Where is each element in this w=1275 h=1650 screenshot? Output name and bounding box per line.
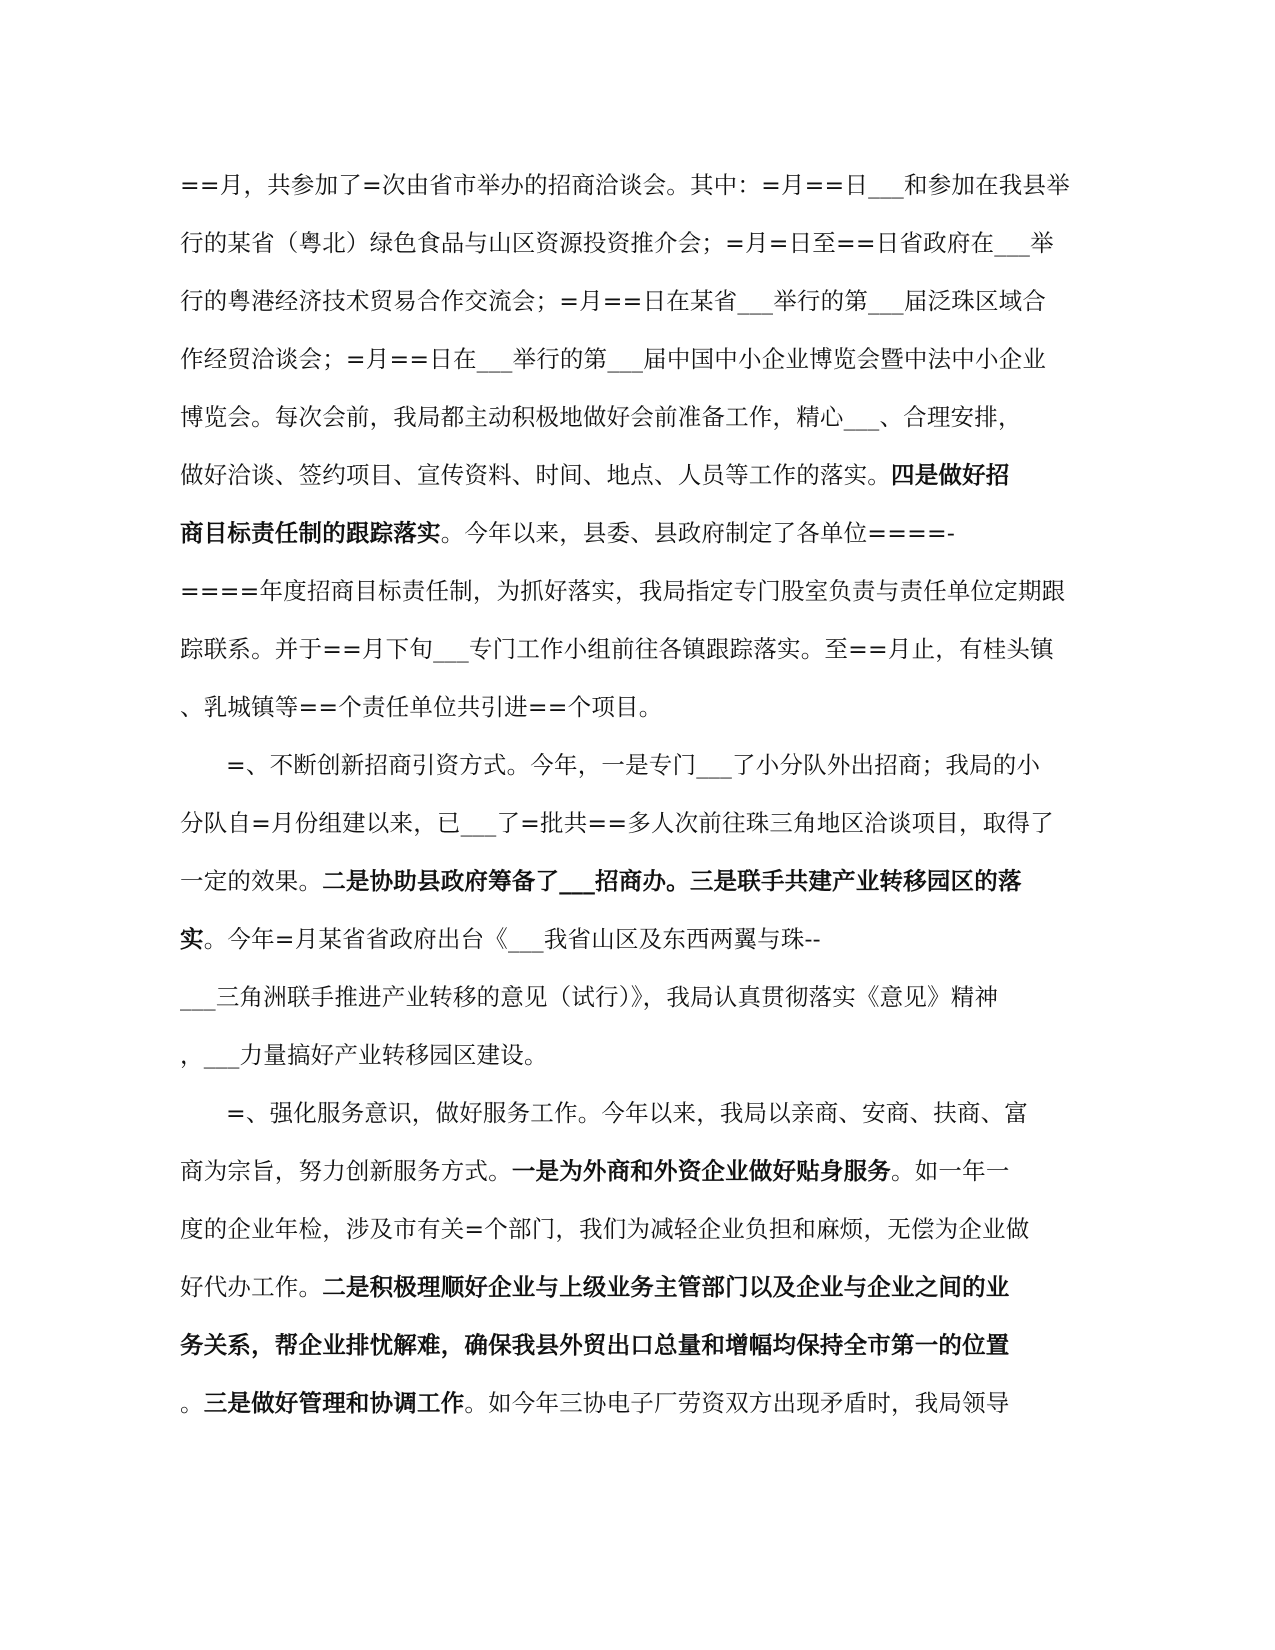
text-segment: 做好洽谈、签约项目、宣传资料、时间、地点、人员等工作的落实。	[180, 461, 891, 489]
text-line	[180, 1036, 1100, 1094]
bold-text-segment: 二是积极理顺好企业与上级业务主管部门以及企业与企业之间的业	[322, 1273, 1010, 1301]
bold-text-segment: 商目标责任制的跟踪落实	[180, 519, 441, 547]
text-segment: 踪联系。并于==月下旬___专门工作小组前往各镇跟踪落实。至==月止，有桂头镇	[180, 635, 1054, 663]
bold-text-segment: 实	[180, 925, 204, 953]
text-line	[180, 282, 1100, 340]
text-segment: 。如今年三协电子厂劳资双方出现矛盾时，我局领导	[464, 1389, 1010, 1417]
text-segment: ====年度招商目标责任制，为抓好落实，我局指定专门股室负责与责任单位定期跟	[180, 577, 1066, 605]
text-segment: 分队自=月份组建以来，已___了=批共==多人次前往珠三角地区洽谈项目，取得了	[180, 809, 1054, 837]
bold-text-segment: 四是做好招	[891, 461, 1010, 489]
text-segment: 。	[180, 1389, 204, 1417]
text-line	[180, 804, 1100, 862]
text-line	[180, 572, 1100, 630]
text-segment: 商为宗旨，努力创新服务方式。	[180, 1157, 512, 1185]
text-segment: ==月，共参加了=次由省市举办的招商洽谈会。其中：=月==日___和参加在我县举	[180, 171, 1070, 199]
text-line	[180, 340, 1100, 398]
bold-text-segment: 三是做好管理和协调工作	[203, 1389, 465, 1417]
text-line	[180, 630, 1100, 688]
text-segment: 作经贸洽谈会；=月==日在___举行的第___届中国中小企业博览会暨中法中小企业	[180, 345, 1047, 373]
text-line	[180, 514, 1100, 572]
text-segment: 一定的效果。	[180, 867, 323, 895]
text-segment: 行的粤港经济技术贸易合作交流会；=月==日在某省___举行的第___届泛珠区域合	[180, 287, 1047, 315]
text-line	[180, 1152, 1100, 1210]
text-segment: 博览会。每次会前，我局都主动积极地做好会前准备工作，精心___、合理安排，	[180, 403, 1022, 431]
text-line	[180, 978, 1100, 1036]
text-line	[180, 398, 1100, 456]
text-segment: 、乳城镇等==个责任单位共引进==个项目。	[180, 693, 663, 721]
text-segment: ___三角洲联手推进产业转移的意见（试行）》，我局认真贯彻落实《意见》精神	[180, 983, 999, 1011]
text-line	[180, 862, 1100, 920]
text-segment: 。今年以来，县委、县政府制定了各单位====-	[440, 519, 956, 547]
text-line	[180, 166, 1100, 224]
text-line	[180, 1268, 1100, 1326]
text-line	[180, 1384, 1100, 1442]
text-line	[180, 1326, 1100, 1384]
text-line	[180, 746, 1100, 804]
text-segment: 度的企业年检，涉及市有关=个部门，我们为减轻企业负担和麻烦，无偿为企业做	[180, 1215, 1030, 1243]
text-line	[180, 456, 1100, 514]
text-segment: =、不断创新招商引资方式。今年，一是专门___了小分队外出招商；我局的小	[226, 751, 1041, 779]
text-line	[180, 224, 1100, 282]
text-segment: 。如一年一	[891, 1157, 1010, 1185]
body-text	[180, 166, 1100, 1442]
text-segment: 。今年=月某省省政府出台《___我省山区及东西两翼与珠--	[203, 925, 821, 953]
text-segment: 好代办工作。	[180, 1273, 323, 1301]
text-segment: 行的某省（粤北）绿色食品与山区资源投资推介会；=月=日至==日省政府在___举	[180, 229, 1054, 257]
text-line	[180, 688, 1100, 746]
text-line	[180, 1210, 1100, 1268]
text-line	[180, 920, 1100, 978]
text-segment: =、强化服务意识，做好服务工作。今年以来，我局以亲商、安商、扶商、富	[226, 1099, 1028, 1127]
bold-text-segment: 务关系，帮企业排忧解难，确保我县外贸出口总量和增幅均保持全市第一的位置	[180, 1331, 1010, 1359]
bold-text-segment: 二是协助县政府筹备了___招商办。三是联手共建产业转移园区的落	[322, 867, 1022, 895]
bold-text-segment: 一是为外商和外资企业做好贴身服务	[511, 1157, 892, 1185]
text-line	[180, 1094, 1100, 1152]
text-segment: ，___力量搞好产业转移园区建设。	[180, 1041, 548, 1069]
